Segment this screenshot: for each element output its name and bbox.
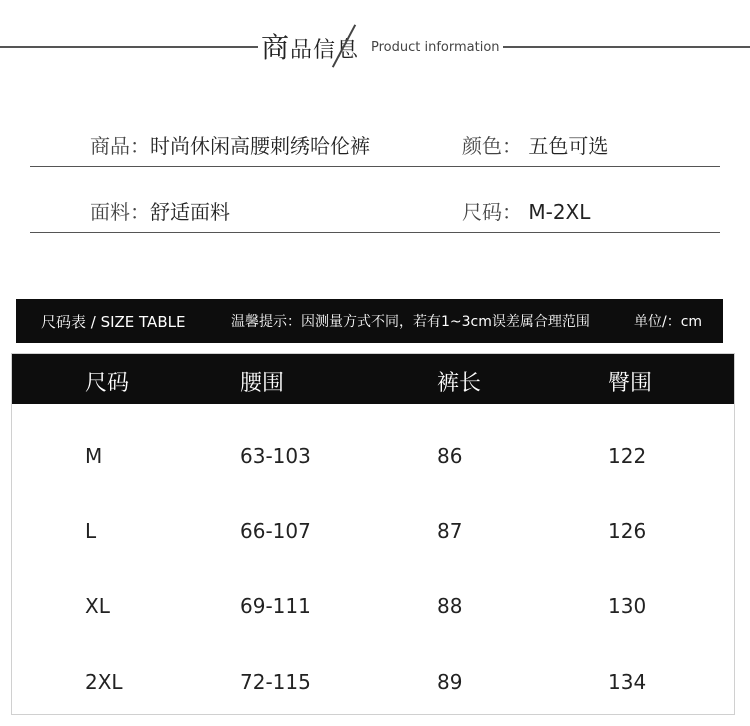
header-hip: 臀围 <box>608 371 653 396</box>
size-table <box>11 353 735 715</box>
cell-waist: 69-111 <box>240 594 311 618</box>
header-size: 尺码 <box>85 371 130 396</box>
cell-length: 87 <box>437 519 463 543</box>
table-row <box>12 436 734 476</box>
table-row <box>12 511 734 551</box>
size-info <box>462 196 590 225</box>
cell-size: XL <box>85 594 110 618</box>
header-rule-right <box>503 46 750 48</box>
section-title-rest: 品信息 <box>290 38 360 63</box>
info-row-product <box>30 118 720 167</box>
header-waist: 腰围 <box>240 371 285 396</box>
cell-waist: 72-115 <box>240 670 311 694</box>
size-table-banner <box>16 299 723 343</box>
cell-length: 86 <box>437 444 463 468</box>
cell-size: L <box>85 519 97 543</box>
product-value: 时尚休闲高腰刺绣哈伦裤 <box>150 134 370 158</box>
cell-length: 88 <box>437 594 463 618</box>
cell-waist: 63-103 <box>240 444 311 468</box>
product-label: 商品： <box>90 134 150 158</box>
section-subtitle: Product information <box>371 40 500 55</box>
header-rule-left <box>0 46 258 48</box>
color-label: 颜色： <box>462 134 522 158</box>
table-header <box>12 354 734 404</box>
fabric-label: 面料： <box>90 200 150 224</box>
cell-length: 89 <box>437 670 463 694</box>
info-row-fabric <box>30 184 720 233</box>
cell-hip: 122 <box>608 444 647 468</box>
cell-waist: 66-107 <box>240 519 311 543</box>
color-info <box>462 130 608 159</box>
size-label: 尺码： <box>462 200 522 224</box>
cell-size: 2XL <box>85 670 123 694</box>
cell-hip: 134 <box>608 670 647 694</box>
unit-label: 单位/：cm <box>634 314 703 330</box>
section-title-first-char: 商 <box>261 31 291 64</box>
header-length: 裤长 <box>437 371 482 396</box>
color-value: 五色可选 <box>528 134 609 158</box>
cell-size: M <box>85 444 103 468</box>
fabric-info <box>90 196 230 225</box>
fabric-value: 舒适面料 <box>150 200 230 224</box>
size-table-title: 尺码表 / SIZE TABLE <box>41 313 186 331</box>
table-row <box>12 662 734 702</box>
table-row <box>12 586 734 626</box>
size-value: M-2XL <box>528 200 591 224</box>
cell-hip: 130 <box>608 594 647 618</box>
measurement-tip: 温馨提示：因测量方式不同，若有1~3cm误差属合理范围 <box>231 314 590 330</box>
cell-hip: 126 <box>608 519 647 543</box>
product-info <box>90 130 370 159</box>
